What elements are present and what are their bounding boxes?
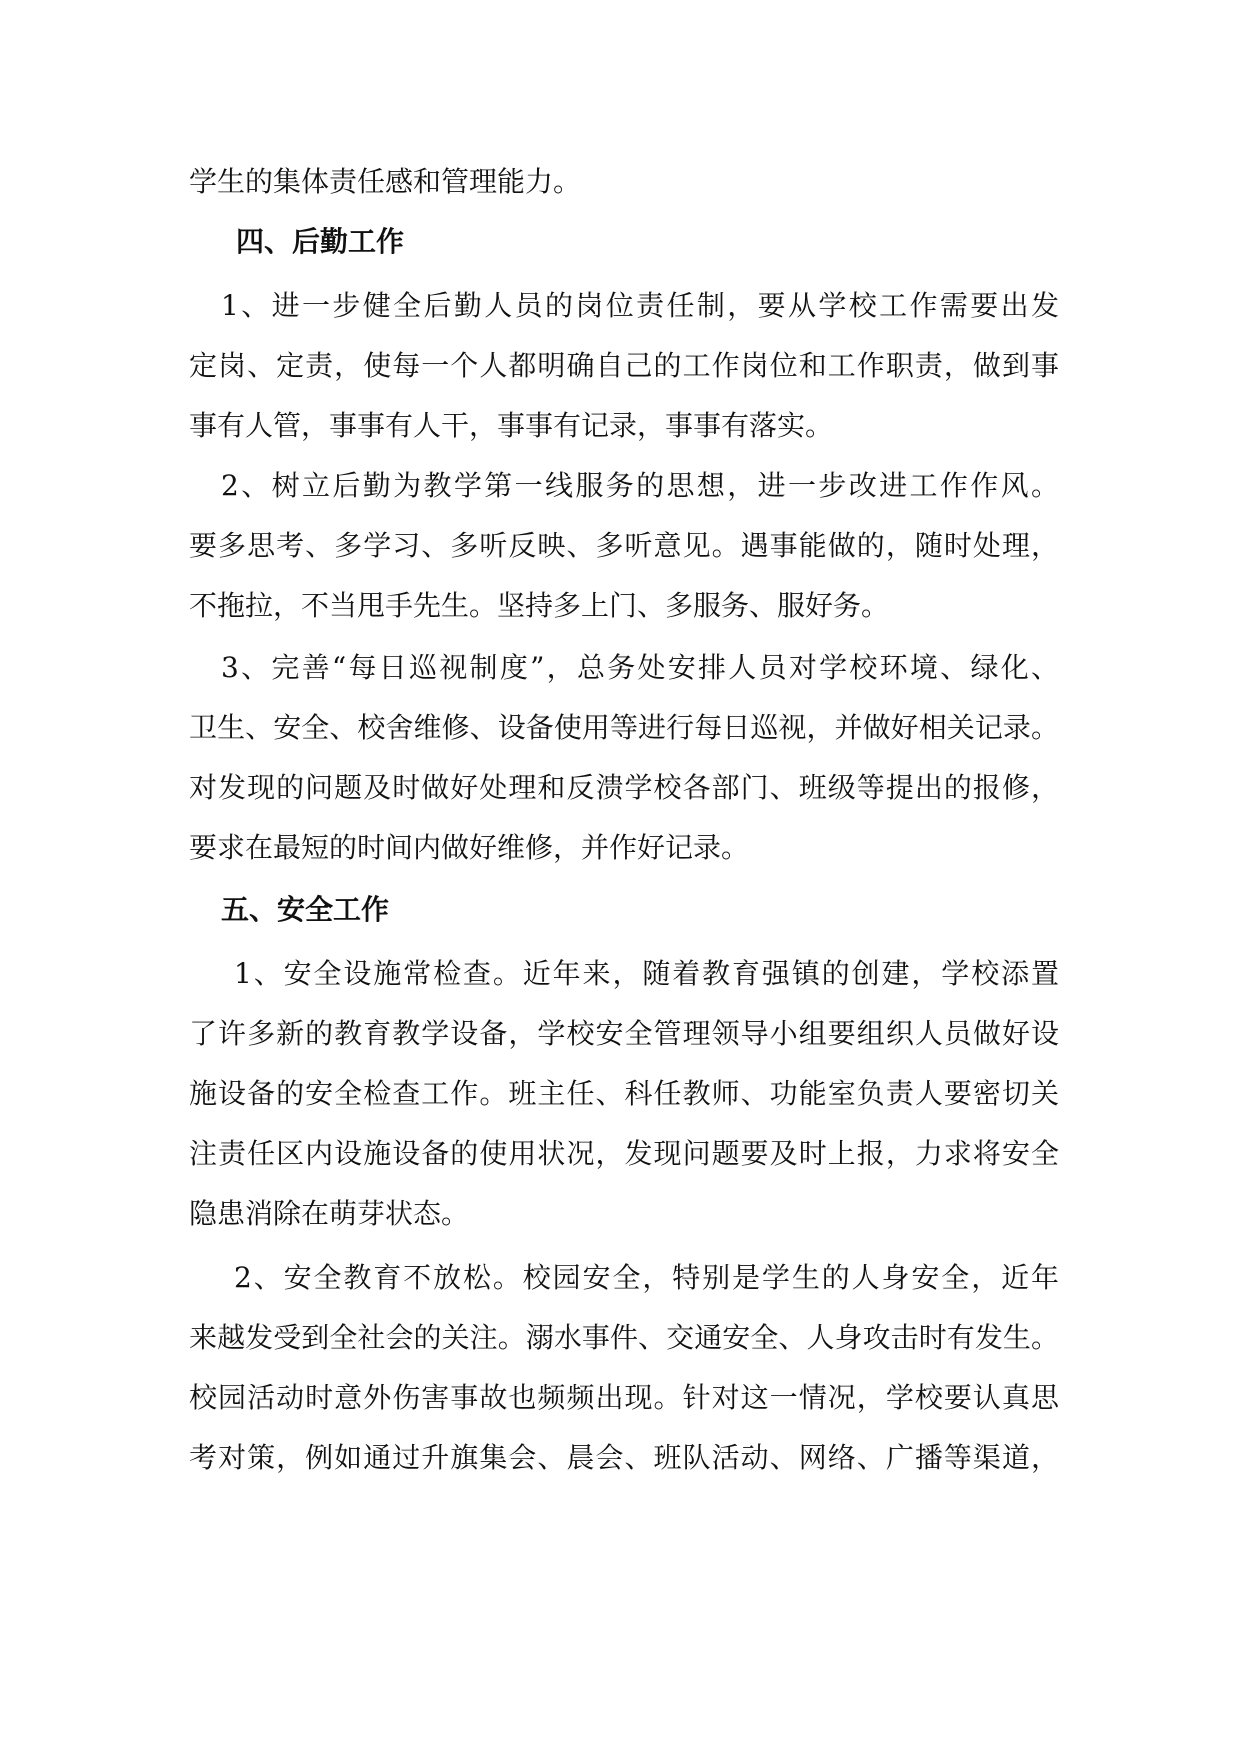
paragraph-line: 不拖拉，不当甩手先生。坚持多上门、多服务、服好务。: [189, 589, 890, 622]
paragraph-line: 2、树立后勤为教学第一线服务的思想，进一步改进工作作风。: [221, 469, 1059, 502]
paragraph-line: 要多思考、多学习、多听反映、多听意见。遇事能做的，随时处理，: [189, 529, 1059, 562]
paragraph-line: 3、完善“每日巡视制度”，总务处安排人员对学校环境、绿化、: [221, 651, 1059, 684]
paragraph-line: 2、安全教育不放松。校园安全，特别是学生的人身安全，近年: [234, 1261, 1059, 1294]
paragraph-line: 卫生、安全、校舍维修、设备使用等进行每日巡视，并做好相关记录。: [189, 711, 1059, 744]
paragraph-line: 来越发受到全社会的关注。溺水事件、交通安全、人身攻击时有发生。: [189, 1321, 1059, 1354]
paragraph-line: 事有人管，事事有人干，事事有记录，事事有落实。: [189, 409, 834, 442]
paragraph-line: 定岗、定责，使每一个人都明确自己的工作岗位和工作职责，做到事: [189, 349, 1059, 382]
section-heading-safety: 五、安全工作: [221, 893, 390, 926]
paragraph-line: 隐患消除在萌芽状态。: [189, 1197, 470, 1230]
paragraph-line: 考对策，例如通过升旗集会、晨会、班队活动、网络、广播等渠道，: [189, 1441, 1059, 1474]
paragraph-line: 要求在最短的时间内做好维修，并作好记录。: [189, 831, 750, 864]
section-heading-logistics: 四、后勤工作: [236, 225, 405, 258]
paragraph-line: 注责任区内设施设备的使用状况，发现问题要及时上报，力求将安全: [189, 1137, 1059, 1170]
paragraph-line: 对发现的问题及时做好处理和反溃学校各部门、班级等提出的报修，: [189, 771, 1059, 804]
paragraph-line: 1、进一步健全后勤人员的岗位责任制，要从学校工作需要出发: [221, 289, 1059, 322]
paragraph-line: 施设备的安全检查工作。班主任、科任教师、功能室负责人要密切关: [189, 1077, 1059, 1110]
paragraph-line: 了许多新的教育教学设备，学校安全管理领导小组要组织人员做好设: [189, 1017, 1059, 1050]
paragraph-line: 校园活动时意外伤害事故也频频出现。针对这一情况，学校要认真思: [189, 1381, 1059, 1414]
paragraph-line: 1、安全设施常检查。近年来，随着教育强镇的创建，学校添置: [234, 957, 1059, 990]
paragraph-line: 学生的集体责任感和管理能力。: [189, 165, 582, 198]
